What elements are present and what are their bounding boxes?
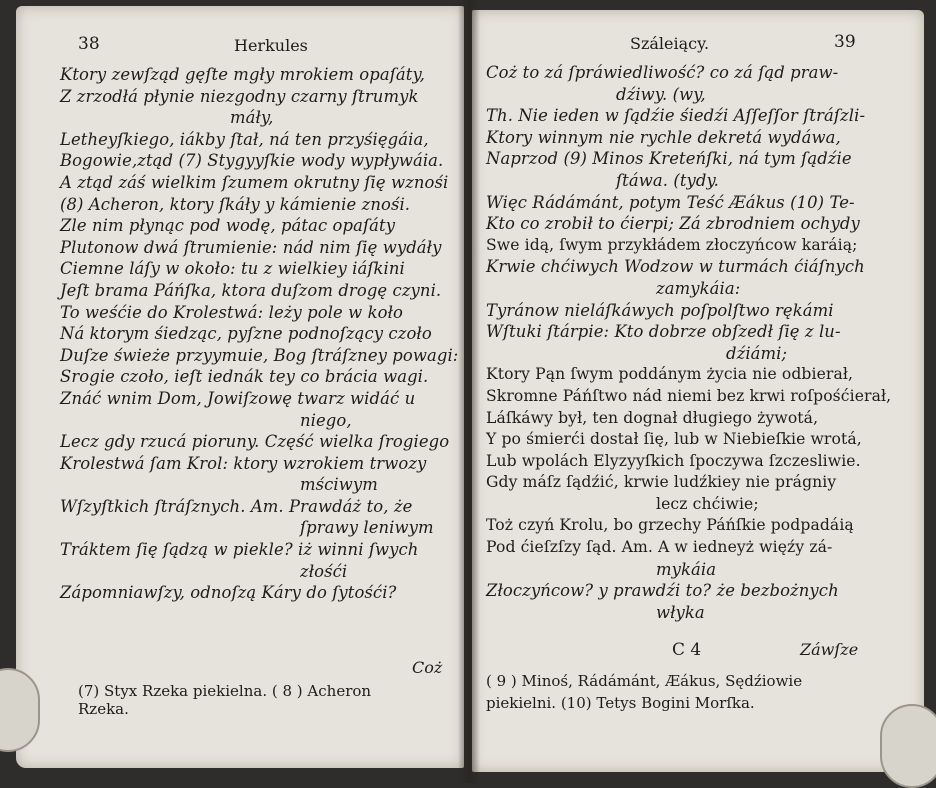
text-line: złośći <box>300 561 348 581</box>
text-line: Wſzyſtkich ſtráſznych. Am. Prawdáż to, że <box>60 496 413 516</box>
text-line: Coż to zá ſpráwiedliwość? co zá ſąd praw- <box>486 63 839 82</box>
text-line: dźiwy. (wy, <box>616 84 706 104</box>
right-page-number: 39 <box>834 32 856 52</box>
text-line: Zápomniawſzy, odnoſzą Káry do ſytośći? <box>60 583 397 603</box>
text-line: Wſtuki ſtárpie: Kto dobrze obſzedł ſię z lu- <box>486 322 841 342</box>
left-page <box>16 6 464 768</box>
left-catchword: Coż <box>412 658 443 677</box>
text-line: Ktory zewſząd gęſte mgły mrokiem opaſáty, <box>60 65 425 84</box>
text-line: Ktory winnym nie rychle dekretá wydáwa, <box>486 127 841 147</box>
left-footnote-line-1: (7) Styx Rzeka piekielna. ( 8 ) Acheron <box>78 682 372 700</box>
right-footnote-line-1: ( 9 ) Minoś, Rádámánt, Æákus, Sędźiowie <box>486 672 803 690</box>
text-line: Toż czyń Krolu, bo grzechy Páńſkie podpadáią <box>486 516 854 535</box>
right-verse-block <box>486 62 914 623</box>
text-line: Ná ktorym śiedząc, pyſzne podnoſzący czoło <box>60 324 432 344</box>
text-line: Z zrzodłá płynie niezgodny czarny ſtrumyk <box>60 86 419 106</box>
text-line: Zle nim płynąc pod wodę, pátac opaſáty <box>60 216 396 236</box>
text-line: Lub wpolách Elyzyyſkich ſpoczywa ſzczesliwie. <box>486 451 861 470</box>
text-line: Znáć wnim Dom, Jowiſzowę twarz widáć u <box>60 388 416 408</box>
text-line: Jeſt brama Páńſka, ktora duſzom drogę czyni. <box>60 280 442 300</box>
text-line: Więc Rádámánt, potym Teść Æákus (10) Te- <box>486 192 855 212</box>
text-line: Bogowie,ztąd (7) Stygyyſkie wody wypływáia. <box>60 151 444 171</box>
left-page-number: 38 <box>78 34 100 54</box>
text-line: Kto co zrobił to ćierpi; Zá zbrodniem ochydy <box>486 214 860 234</box>
text-line: Letheyſkiego, iákby ſtał, ná ten przyśięgáia, <box>60 129 429 149</box>
text-line: To weśćie do Krolestwá: leży pole w koło <box>60 302 403 322</box>
text-line: mykáia <box>656 559 717 579</box>
left-running-head: Herkules <box>234 36 308 55</box>
text-line: lecz chćiwie; <box>656 494 759 513</box>
text-line: włyka <box>656 602 705 622</box>
right-catchword: Záwſze <box>800 640 859 659</box>
text-line: Krolestwá ſam Krol: ktory wzrokiem trwozy <box>60 453 427 473</box>
text-line: Pod ćieſzſzy ſąd. Am. A w iedneyż więźy zá- <box>486 538 833 557</box>
text-line: Ktory Pąn ſwym poddánym życia nie odbierał, <box>486 365 854 384</box>
book-gutter <box>458 0 480 783</box>
text-line: Krwie chćiwych Wodzow w turmách ćiáſnych <box>486 257 865 277</box>
text-line: Tráktem ſię ſądzą w piekle? iż winni ſwych <box>60 540 419 560</box>
text-line: (8) Acheron, ktory ſkáły y kámienie znośi. <box>60 194 411 214</box>
right-thumb <box>880 704 936 788</box>
text-line: zamykáia: <box>656 278 741 298</box>
text-line: Gdy máſz ſądźić, krwie ludźkiey nie prágniy <box>486 473 837 492</box>
text-line: Th. Nie ieden w ſądźie śiedźi Aſſeſſor ſtráſzli- <box>486 106 866 126</box>
text-line: mściwym <box>300 475 378 495</box>
right-running-head: Száleiący. <box>630 34 710 53</box>
left-verse-block <box>60 64 459 604</box>
text-line: niego, <box>300 410 352 430</box>
text-line: dźiámi; <box>726 343 788 363</box>
text-line: Srogie czoło, ieſt iednák tey co brácia wagi. <box>60 367 429 387</box>
text-line: Skromne Páńſtwo nád niemi bez krwi roſpośćierał, <box>486 386 892 405</box>
text-line: Plutonow dwá ſtrumienie: nád nim ſię wydáły <box>60 237 442 257</box>
text-line: Lecz gdy rzucá pioruny. Część wielka ſrogiego <box>60 432 450 452</box>
text-line: Y po śmierći dostał ſię, lub w Niebieſkie wrotá, <box>486 430 862 449</box>
text-line: Tyránow nieláſkáwych poſpolſtwo rękámi <box>486 300 834 320</box>
text-line: ſprawy leniwym <box>300 518 434 538</box>
right-page <box>472 10 924 772</box>
text-line: Złoczyńcow? y prawdźi to? że bezbożnych <box>486 581 839 601</box>
text-line: Láſkáwy był, ten dognał długiego żywotá, <box>486 408 819 427</box>
text-line: máły, <box>230 108 274 128</box>
text-line: Swe idą, ſwym przykłádem złoczyńcow karáią; <box>486 235 858 254</box>
text-line: Naprzod (9) Minos Kreteńſki, ná tym ſądźie <box>486 149 852 169</box>
text-line: Duſze świeże przyymuie, Bog ſtráſzney powagi: <box>60 345 459 365</box>
text-line: ſtáwa. (tydy. <box>616 170 719 190</box>
right-footnote-line-2: piekielni. (10) Tetys Bogini Morſka. <box>486 694 755 712</box>
text-line: Ciemne láſy w około: tu z wielkiey iáſkini <box>60 259 405 279</box>
left-footnote-line-2: Rzeka. <box>78 700 129 718</box>
signature-mark: C 4 <box>672 640 702 660</box>
text-line: A ztąd záś wielkim ſzumem okrutny ſię wznośi <box>60 172 449 192</box>
